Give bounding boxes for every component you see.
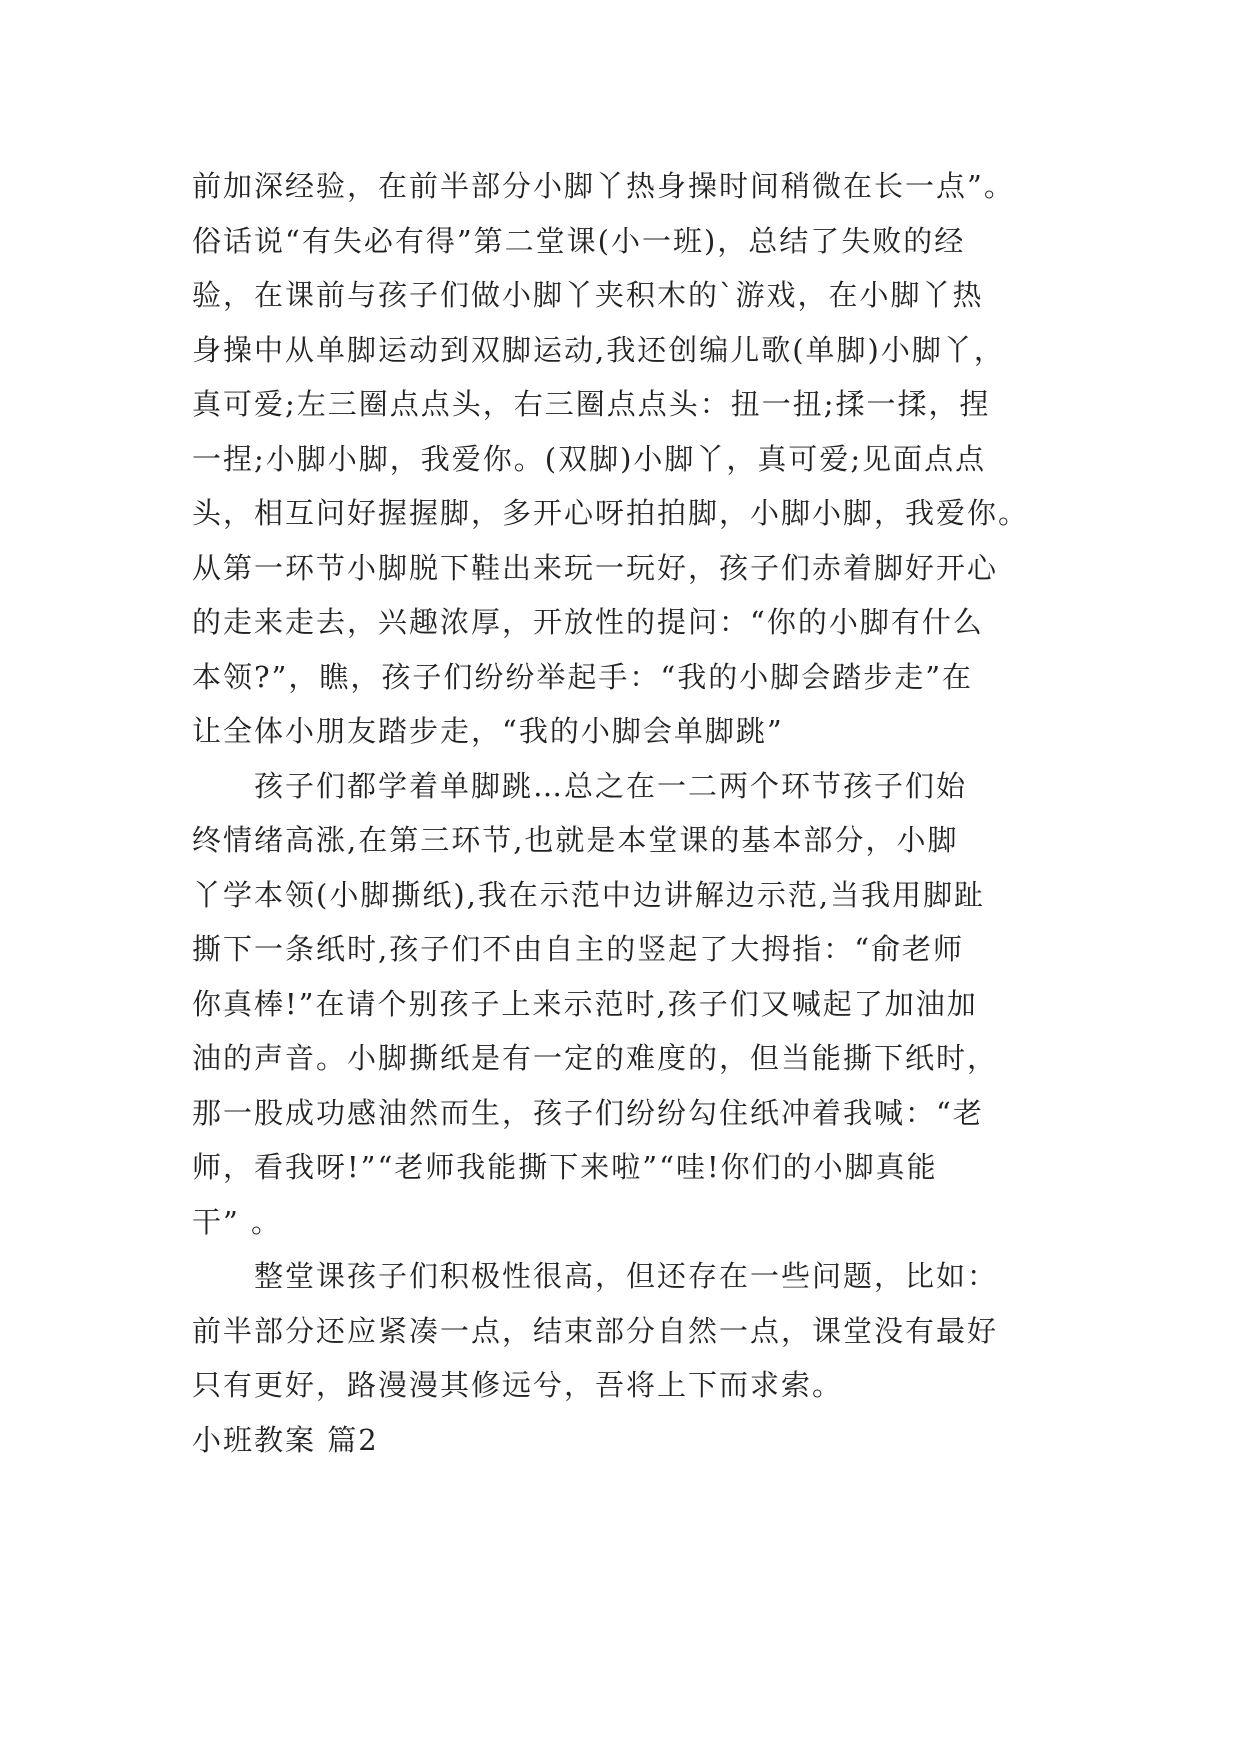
text-line: 从第一环节小脚脱下鞋出来玩一玩好，孩子们赤着脚好开心 (192, 550, 999, 585)
text-line: 前加深经验，在前半部分小脚丫热身操时间稍微在长一点”。 (192, 169, 1015, 203)
text-line: 师，看我呀!”“老师我能撕下来啦”“哇!你们的小脚真能 (192, 1150, 938, 1184)
text-line: 你真棒!”在请个别孩子上来示范时,孩子们又喊起了加油加 (192, 986, 978, 1021)
text-line: 本领?”，瞧，孩子们纷纷举起手：“我的小脚会踏步走”在 (192, 659, 974, 694)
text-line: 头，相互问好握握脚，多开心呀拍拍脚，小脚小脚，我爱你。 (192, 496, 1030, 530)
text-line: 验，在课前与孩子们做小脚丫夹积木的`游戏，在小脚丫热 (192, 278, 984, 312)
text-line: 身操中从单脚运动到双脚运动,我还创编儿歌(单脚)小脚丫， (192, 332, 1005, 367)
paragraph-first-line: 整堂课孩子们积极性很高，但还存在一些问题，比如： (254, 1259, 999, 1293)
text-line: 一捏;小脚小脚，我爱你。(双脚)小脚丫，真可爱;见面点点 (192, 441, 987, 476)
text-line: 只有更好，路漫漫其修远兮，吾将上下而求索。 (192, 1368, 844, 1402)
text-line: 油的声音。小脚撕纸是有一定的难度的，但当能撕下纸时， (192, 1041, 999, 1075)
paragraph-first-line: 孩子们都学着单脚跳…总之在一二两个环节孩子们始 (254, 768, 968, 803)
text-line: 真可爱;左三圈点点头，右三圈点点头：扭一扭;揉一揉，捏 (192, 387, 991, 421)
text-line: 俗话说“有失必有得”第二堂课(小一班)，总结了失败的经 (192, 223, 966, 258)
text-line: 前半部分还应紧凑一点，结束部分自然一点，课堂没有最好 (192, 1313, 999, 1348)
text-line: 那一股成功感油然而生，孩子们纷纷勾住纸冲着我喊：“老 (192, 1095, 984, 1130)
text-line: 的走来走去，兴趣浓厚，开放性的提问：“你的小脚有什么 (192, 605, 984, 639)
text-line: 终情绪高涨,在第三环节,也就是本堂课的基本部分，小脚 (192, 823, 959, 857)
text-line: 干” 。 (192, 1204, 283, 1239)
text-line: 丫学本领(小脚撕纸),我在示范中边讲解边示范,当我用脚趾 (192, 877, 986, 912)
section-heading: 小班教案 篇2 (192, 1422, 379, 1457)
text-line: 撕下一条纸时,孩子们不由自主的竖起了大拇指：“俞老师 (192, 932, 965, 966)
text-line: 让全体小朋友踏步走，“我的小脚会单脚跳” (192, 714, 784, 748)
document-page (192, 159, 1072, 1467)
